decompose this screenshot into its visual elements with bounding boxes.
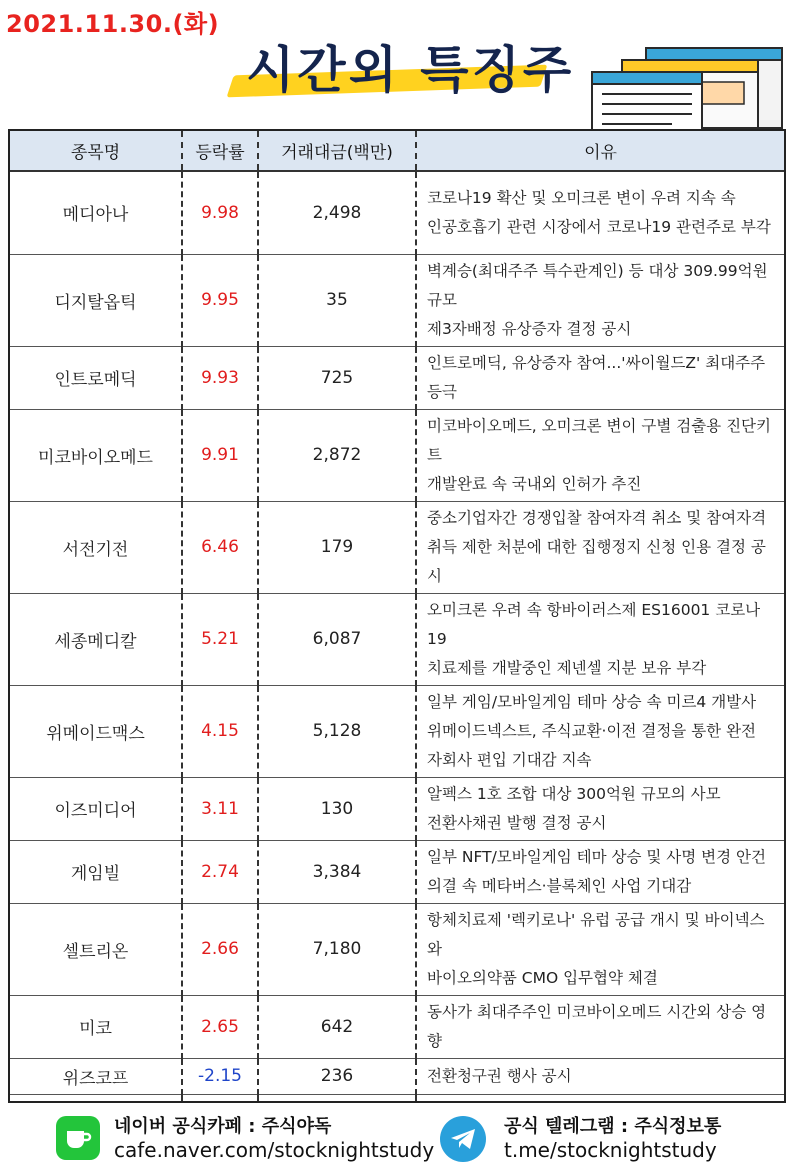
naver-cafe-link[interactable]: cafe.naver.com/stocknightstudy [114, 1138, 435, 1162]
reason-cell [416, 1094, 784, 1103]
table-row [10, 840, 784, 903]
reason-line: 제3자배정 유상증자 결정 공시 [427, 319, 632, 338]
trade-amount: 725 [258, 346, 416, 409]
change-rate: 6.46 [182, 501, 258, 593]
trade-amount: 35 [258, 254, 416, 346]
column-header-rate: 등락률 [182, 131, 258, 171]
reason-line: 벽계승(최대주주 특수관계인) 등 대상 309.99억원 규모 [427, 261, 768, 309]
trade-amount: 5,128 [258, 685, 416, 777]
reason-line: 일부 게임/모바일게임 테마 상승 속 미르4 개발사 [427, 692, 757, 711]
reason-line: 인공호흡기 관련 시장에서 코로나19 관련주로 부각 [427, 217, 771, 236]
reason-line: 취득 제한 처분에 대한 집행정지 신청 인용 결정 공시 [427, 537, 766, 585]
reason-line: 개발완료 속 국내외 인허가 추진 [427, 474, 642, 493]
reason-line: 미코바이오메드, 오미크론 변이 구별 검출용 진단키트 [427, 416, 771, 464]
trade-amount: 3,384 [258, 840, 416, 903]
stock-name: 인트로메딕 [10, 346, 182, 409]
table-row [10, 501, 784, 593]
reason-line: 인트로메딕, 유상증자 참여...'싸이월드Z' 최대주주 등극 [427, 353, 766, 401]
stock-name: 디지탈옵틱 [10, 254, 182, 346]
reason-line: 알펙스 1호 조합 대상 300억원 규모의 사모 [427, 784, 721, 803]
page-title: 시간외 특징주 [246, 41, 575, 99]
reason-line: 의결 속 메타버스·블록체인 사업 기대감 [427, 876, 692, 895]
change-rate: 2.74 [182, 840, 258, 903]
stock-name: 서전기전 [10, 501, 182, 593]
reason-line: 바이오의약품 CMO 입무협약 체결 [427, 968, 658, 987]
reason-line: 치료제를 개발중인 제넨셀 지분 보유 부각 [427, 658, 707, 677]
trade-amount: 6,087 [258, 593, 416, 685]
trade-amount: 236 [258, 1058, 416, 1094]
change-rate [182, 1094, 258, 1103]
table-row [10, 254, 784, 346]
change-rate: 2.66 [182, 903, 258, 995]
reason-line: 전환사채권 발행 결정 공시 [427, 813, 607, 832]
reason-cell [416, 1058, 784, 1094]
table-row [10, 777, 784, 840]
reason-cell [416, 685, 784, 777]
reason-cell [416, 995, 784, 1058]
table-row [10, 903, 784, 995]
stock-name [10, 1094, 182, 1103]
table-row [10, 171, 784, 254]
table-row [10, 685, 784, 777]
stock-name: 이즈미디어 [10, 777, 182, 840]
reason-line: 항체치료제 '렉키로나' 유럽 공급 개시 및 바이넥스와 [427, 910, 765, 958]
reason-line: 코로나19 확산 및 오미크론 변이 우려 지속 속 [427, 188, 736, 207]
reason-cell [416, 346, 784, 409]
change-rate: 9.93 [182, 346, 258, 409]
change-rate: 5.21 [182, 593, 258, 685]
reason-cell [416, 840, 784, 903]
change-rate: 4.15 [182, 685, 258, 777]
stock-name: 게임빌 [10, 840, 182, 903]
reason-line: 전환청구권 행사 공시 [427, 1066, 572, 1085]
trade-amount: 642 [258, 995, 416, 1058]
reason-cell [416, 501, 784, 593]
telegram-title: 공식 텔레그램 : 주식정보통 [504, 1116, 722, 1137]
change-rate: 2.65 [182, 995, 258, 1058]
stock-name: 세종메디칼 [10, 593, 182, 685]
reason-cell [416, 777, 784, 840]
trade-amount: 2,872 [258, 409, 416, 501]
telegram-link[interactable]: t.me/stocknightstudy [504, 1138, 717, 1162]
trade-amount: 130 [258, 777, 416, 840]
naver-cafe-title: 네이버 공식카페 : 주식야독 [114, 1116, 332, 1137]
table-row [10, 995, 784, 1058]
reason-line: 위메이드넥스트, 주식교환·이전 결정을 통한 완전 [427, 721, 757, 740]
table-row [10, 593, 784, 685]
reason-line: 중소기업자간 경쟁입찰 참여자격 취소 및 참여자격 [427, 508, 767, 527]
reason-cell [416, 903, 784, 995]
trade-amount: 7,180 [258, 903, 416, 995]
footer [0, 1106, 800, 1172]
change-rate: 9.98 [182, 171, 258, 254]
telegram-icon [440, 1116, 486, 1162]
change-rate: 9.91 [182, 409, 258, 501]
reason-line [427, 1098, 774, 1104]
trade-amount: 2,498 [258, 171, 416, 254]
featured-stocks-table [8, 129, 786, 1103]
reason-line: 자회사 편입 기대감 지속 [427, 750, 592, 769]
newspaper-icon [588, 40, 788, 132]
stock-name: 미코바이오메드 [10, 409, 182, 501]
column-header-reason: 이유 [416, 131, 784, 171]
table-row [10, 346, 784, 409]
change-rate: 9.95 [182, 254, 258, 346]
stock-name: 위메이드맥스 [10, 685, 182, 777]
column-header-name: 종목명 [10, 131, 182, 171]
reason-cell [416, 254, 784, 346]
table-row [10, 409, 784, 501]
reason-cell [416, 409, 784, 501]
reason-line: 동사가 최대주주인 미코바이오메드 시간외 상승 영향 [427, 1002, 767, 1050]
table-row [10, 1058, 784, 1094]
stock-name: 셀트리온 [10, 903, 182, 995]
change-rate: -2.15 [182, 1058, 258, 1094]
title-area [232, 30, 575, 110]
stock-name: 미코 [10, 995, 182, 1058]
trade-amount: 179 [258, 501, 416, 593]
table-header-row [10, 131, 784, 171]
change-rate: 3.11 [182, 777, 258, 840]
stock-name: 메디아나 [10, 171, 182, 254]
reason-line: 일부 NFT/모바일게임 테마 상승 및 사명 변경 안건 [427, 847, 766, 866]
reason-cell [416, 593, 784, 685]
naver-cafe-icon [56, 1116, 100, 1160]
reason-cell [416, 171, 784, 254]
stock-name: 위즈코프 [10, 1058, 182, 1094]
reason-line: 오미크론 우려 속 항바이러스제 ES16001 코로나19 [427, 600, 761, 648]
column-header-amount: 거래대금(백만) [258, 131, 416, 171]
table-row [10, 1094, 784, 1103]
report-date: 2021.11.30.(화) [6, 10, 220, 38]
trade-amount [258, 1094, 416, 1103]
